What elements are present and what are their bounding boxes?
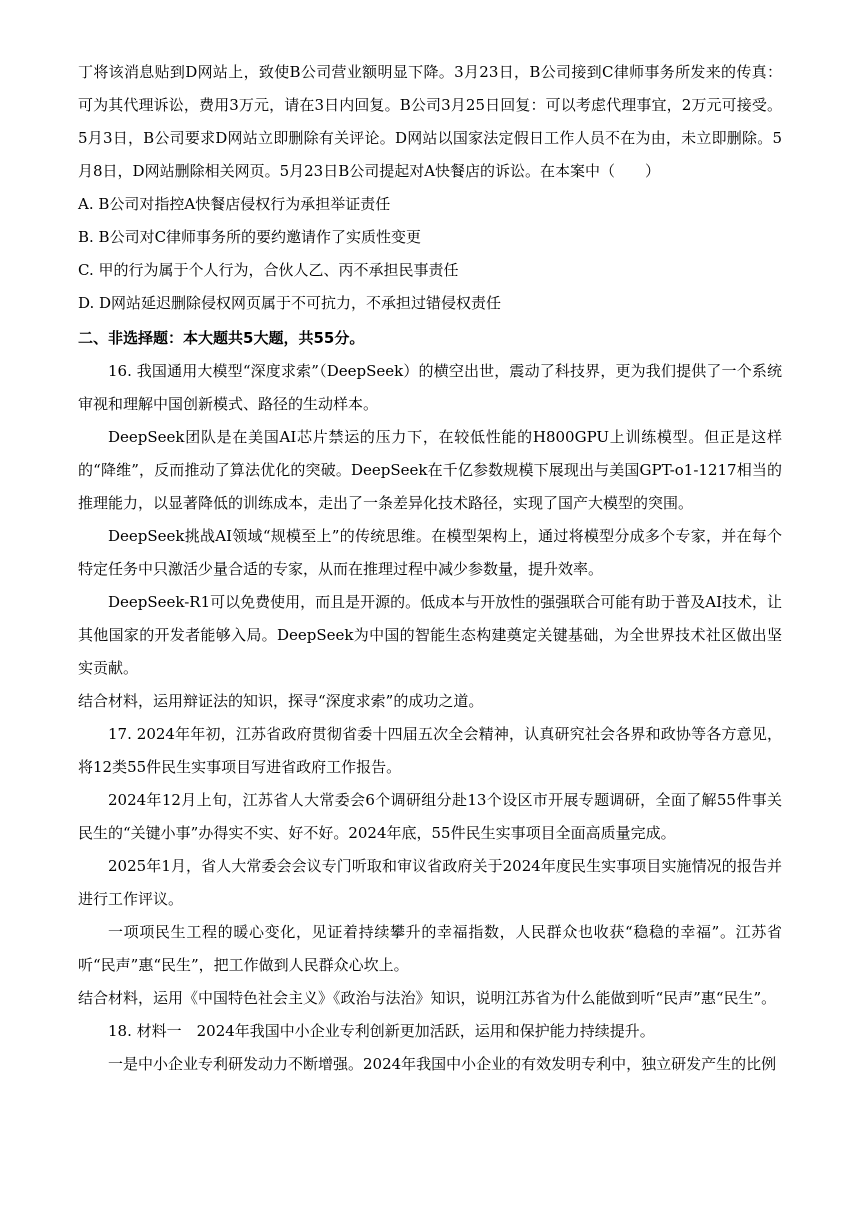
q16-material-paragraph-3: DeepSeek-R1可以免费使用，而且是开源的。低成本与开放性的强强联合可能有助于普及AI技术，让其他国家的开发者能够入局。DeepSeek为中国的智能生态构建奠定关键基础，为全世界技术社区做出坚实贡献。	[78, 593, 782, 677]
q18-material-paragraph-1: 一是中小企业专利研发动力不断增强。2024年我国中小企业的有效发明专利中，独立研发产生的比例	[108, 1055, 777, 1073]
q17-material-paragraph-2: 2025年1月，省人大常委会会议专门听取和审议省政府关于2024年度民生实事项目实施情况的报告并进行工作评议。	[78, 857, 782, 908]
q16-material-paragraph-2: DeepSeek挑战AI领域“规模至上”的传统思维。在模型架构上，通过将模型分成多个专家，并在每个特定任务中只激活少量合适的专家，从而在推理过程中减少参数量，提升效率。	[78, 527, 782, 578]
q18-intro: 18. 材料一 2024年我国中小企业专利创新更加活跃，运用和保护能力持续提升。	[108, 1022, 655, 1040]
q17-material-paragraph-1: 2024年12月上旬，江苏省人大常委会6个调研组分赴13个设区市开展专题调研，全面了解55件事关民生的“关键小事”办得实不实、好不好。2024年底，55件民生实事项目全面高质量完成。	[78, 791, 782, 842]
q17-task: 结合材料，运用《中国特色社会主义》《政治与法治》知识，说明江苏省为什么能做到听“民声”惠“民生”。	[78, 989, 777, 1007]
q15-option-b: B. B公司对C律师事务所的要约邀请作了实质性变更	[78, 228, 422, 246]
q15-option-d: D. D网站延迟删除侵权网页属于不可抗力，不承担过错侵权责任	[78, 294, 502, 312]
q17-intro: 17. 2024年年初，江苏省政府贯彻省委十四届五次全会精神，认真研究社会各界和政协等各方意见，将12类55件民生实事项目写进省政府工作报告。	[78, 725, 782, 776]
section-heading: 二、非选择题：本大题共5大题，共55分。	[78, 329, 365, 347]
q16-intro: 16. 我国通用大模型“深度求索”（DeepSeek）的横空出世，震动了科技界，更为我们提供了一个系统审视和理解中国创新模式、路径的生动样本。	[78, 362, 782, 413]
question-18	[78, 1015, 782, 1081]
question-17	[78, 718, 782, 1015]
q15-option-a: A. B公司对指控A快餐店侵权行为承担举证责任	[78, 195, 391, 213]
question-16	[78, 355, 782, 718]
q16-task: 结合材料，运用辩证法的知识，探寻“深度求索”的成功之道。	[78, 692, 484, 710]
q15-option-c: C. 甲的行为属于个人行为，合伙人乙、丙不承担民事责任	[78, 261, 459, 279]
q17-material-paragraph-3: 一项项民生工程的暖心变化，见证着持续攀升的幸福指数，人民群众也收获“稳稳的幸福”。江苏省听“民声”惠“民生”，把工作做到人民群众心坎上。	[78, 923, 782, 974]
q15-stem-continued: 丁将该消息贴到D网站上，致使B公司营业额明显下降。3月23日，B公司接到C律师事务所发来的传真：可为其代理诉讼，费用3万元，请在3日内回复。B公司3月25日回复：可以考虑代理事宜，2万元可接受。5月3日，B公司要求D网站立即删除有关评论。D网站以国家法定假日工作人员不在为由，未立即删除。5月8日，D网站删除相关网页。5月23日B公司提起对A快餐店的诉讼。在本案中（ ）	[78, 63, 782, 180]
q16-material-paragraph-1: DeepSeek团队是在美国AI芯片禁运的压力下，在较低性能的H800GPU上训练模型。但正是这样的“降维”，反而推动了算法优化的突破。DeepSeek在千亿参数规模下展现出与美国GPT-o1-1217相当的推理能力，以显著降低的训练成本，走出了一条差异化技术路径，实现了国产大模型的突围。	[78, 428, 782, 512]
